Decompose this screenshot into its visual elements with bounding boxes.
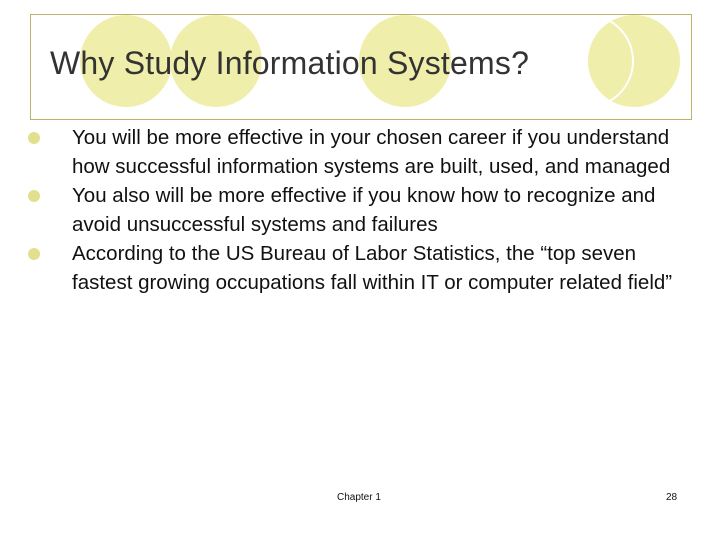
footer-page-number: 28 bbox=[666, 492, 678, 503]
bullet-icon bbox=[28, 190, 40, 202]
bullet-text: According to the US Bureau of Labor Statistics, the “top seven fastest growing occupations fall within IT or computer related field” bbox=[72, 242, 673, 294]
bullet-item bbox=[28, 239, 688, 297]
title-box bbox=[30, 14, 692, 120]
bullet-item bbox=[28, 181, 688, 239]
slide-title: Why Study Information Systems? bbox=[50, 45, 530, 81]
footer-chapter: Chapter 1 bbox=[337, 492, 381, 503]
bullet-icon bbox=[28, 132, 40, 144]
bullet-text: You will be more effective in your chosen career if you understand how successful information systems are built, used, and managed bbox=[72, 126, 671, 178]
bullet-text: You also will be more effective if you know how to recognize and avoid unsuccessful systems and failures bbox=[72, 184, 656, 236]
bullet-list bbox=[28, 123, 688, 297]
bullet-item bbox=[28, 123, 688, 181]
bullet-icon bbox=[28, 248, 40, 260]
